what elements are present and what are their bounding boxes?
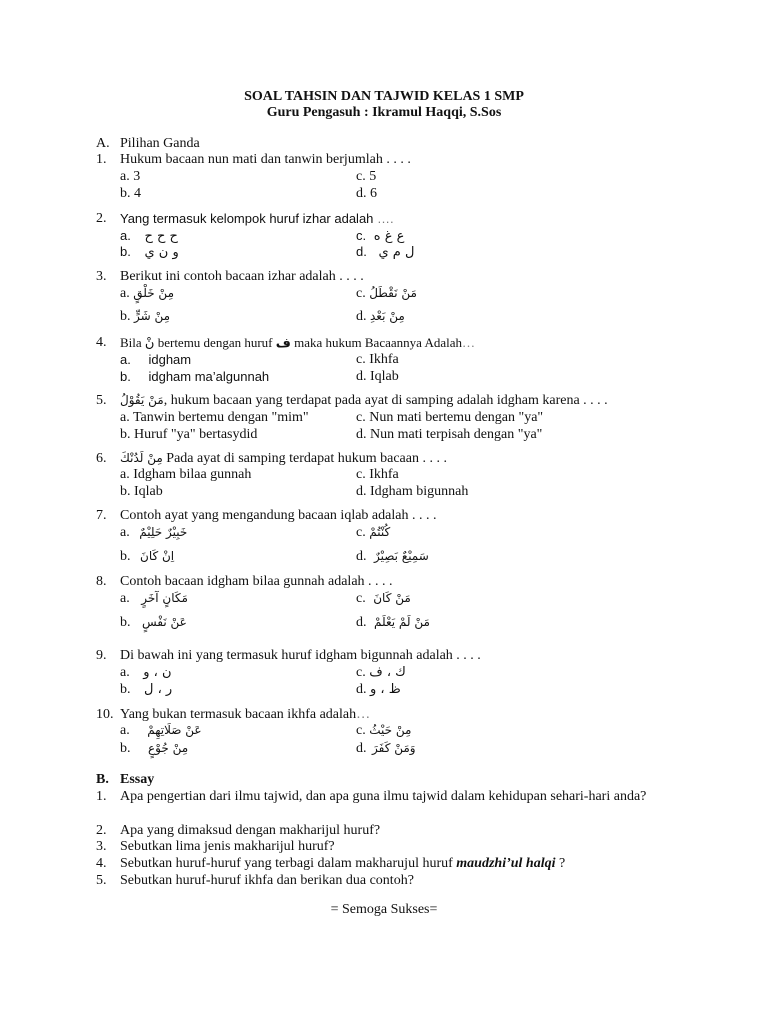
q4-number: 4. <box>96 335 107 350</box>
q1-option-a: a. 3 <box>120 169 141 184</box>
essay-2-number: 2. <box>96 823 107 838</box>
q2-text-main: Yang termasuk kelompok huruf izhar adalah <box>120 211 374 226</box>
q9-option-d-letter: d. <box>356 682 367 697</box>
page-subtitle: Guru Pengasuh : Ikramul Haqqi, S.Sos <box>266 105 502 120</box>
essay-1-number: 1. <box>96 789 107 804</box>
q6-option-b: b. Iqlab <box>120 484 163 499</box>
q10-option-c-letter: c. <box>356 723 366 738</box>
q8-option-c-letter: c. <box>356 591 366 606</box>
essay-4-text <box>120 855 565 872</box>
q4-ellipsis: … <box>461 335 475 350</box>
q9-option-c-arabic: ك ، ف <box>369 665 406 680</box>
q2-text <box>120 210 394 227</box>
q10-option-d-letter: d. <box>356 741 367 756</box>
q4-option-d: d. Iqlab <box>356 369 399 384</box>
q4-arabic-nun: نْ <box>144 336 155 351</box>
q5-option-d: d. Nun mati terpisah dengan "ya" <box>356 427 543 442</box>
q2-option-b-letter: b. <box>120 244 131 259</box>
q3-option-c <box>356 285 417 302</box>
q3-option-a <box>120 285 174 302</box>
q9-text: Di bawah ini yang termasuk huruf idgham bigunnah adalah . . . . <box>120 648 481 663</box>
q10-option-d-arabic: وَمَنْ كَفَرَ <box>372 741 416 755</box>
essay-2-text: Apa yang dimaksud dengan makharijul huruf? <box>120 823 381 838</box>
q10-text <box>120 706 370 723</box>
q4-text <box>120 334 475 352</box>
closing-note: = Semoga Sukses= <box>330 902 438 917</box>
q8-option-d <box>356 614 430 631</box>
q2-option-b-arabic: و ن ي <box>144 245 179 260</box>
q9-option-b-letter: b. <box>120 682 131 697</box>
page-title: SOAL TAHSIN DAN TAJWID KELAS 1 SMP <box>244 89 524 104</box>
q7-option-a-arabic: خَبِيْرٌ حَلِيْمٌ <box>139 525 188 539</box>
q8-option-b <box>120 614 187 631</box>
q9-option-b-arabic: ر ، ل <box>144 682 173 697</box>
q7-option-a-letter: a. <box>120 525 130 540</box>
q6-number: 6. <box>96 451 107 466</box>
q9-option-b <box>120 681 172 698</box>
section-b-heading <box>96 771 155 788</box>
essay-4-text-pre: Sebutkan huruf-huruf yang terbagi dalam makharujul huruf <box>120 856 453 871</box>
q8-option-a-arabic: مَكَانٍ آخَرٍ <box>141 591 188 605</box>
q3-option-b <box>120 308 170 325</box>
q7-option-a <box>120 524 187 541</box>
q10-text-main: Yang bukan termasuk bacaan ikhfa adalah <box>120 707 357 722</box>
essay-3-text: Sebutkan lima jenis makharijul huruf? <box>120 839 335 854</box>
q8-number: 8. <box>96 574 107 589</box>
q2-number: 2. <box>96 211 107 226</box>
q8-option-a <box>120 590 188 607</box>
essay-5-text: Sebutkan huruf-huruf ikhfa dan berikan dua contoh? <box>120 873 414 888</box>
q9-number: 9. <box>96 648 107 663</box>
q4-text-mid: bertemu dengan huruf <box>157 335 273 350</box>
q4-option-a <box>120 351 191 368</box>
q6-option-c: c. Ikhfa <box>356 467 399 482</box>
q2-option-d <box>356 243 414 261</box>
q6-option-a: a. Idgham bilaa gunnah <box>120 467 252 482</box>
section-b-letter: B. <box>96 772 109 787</box>
q4-option-a-letter: a. <box>120 352 131 367</box>
q2-option-a-arabic: ح ح ح <box>144 229 178 244</box>
q3-option-d-letter: d. <box>356 309 367 324</box>
q3-option-b-arabic: مِنْ شَرٍّ <box>134 309 171 323</box>
q10-number: 10. <box>96 707 114 722</box>
section-a-label: Pilihan Ganda <box>120 136 200 151</box>
q1-option-b: b. 4 <box>120 186 141 201</box>
q2-option-a-letter: a. <box>120 228 131 243</box>
q5-option-b: b. Huruf "ya" bertasydid <box>120 427 258 442</box>
q9-option-a-arabic: ن ، و <box>143 665 172 680</box>
q6-arabic: مِنْ لَدُنْكَ <box>120 451 163 465</box>
essay-3-number: 3. <box>96 839 107 854</box>
q3-option-a-letter: a. <box>120 286 130 301</box>
q10-option-b-letter: b. <box>120 741 131 756</box>
q6-text <box>120 450 447 467</box>
q4-option-c: c. Ikhfa <box>356 352 399 367</box>
q2-option-c-arabic: ع غ ه <box>373 229 405 244</box>
essay-4-emphasis: maudzhi’ul halqi <box>456 856 556 871</box>
q2-option-b <box>120 243 179 261</box>
q4-option-b-letter: b. <box>120 369 131 384</box>
section-a-letter: A. <box>96 136 110 151</box>
q8-option-d-arabic: مَنْ لَمْ يَعْلَمْ <box>374 615 430 629</box>
q9-option-c <box>356 664 406 681</box>
q1-number: 1. <box>96 152 107 167</box>
q9-option-d <box>356 681 401 698</box>
q8-option-d-letter: d. <box>356 615 367 630</box>
essay-5-number: 5. <box>96 873 107 888</box>
q3-option-b-letter: b. <box>120 309 131 324</box>
q8-option-b-letter: b. <box>120 615 131 630</box>
q4-option-b <box>120 368 269 385</box>
q7-text: Contoh ayat yang mengandung bacaan iqlab adalah . . . . <box>120 508 437 523</box>
q7-option-d-letter: d. <box>356 549 367 564</box>
q10-ellipsis: … <box>356 707 371 722</box>
q3-text: Berikut ini contoh bacaan izhar adalah . . . . <box>120 269 364 284</box>
essay-4-text-post: ? <box>559 856 566 871</box>
q9-option-a-letter: a. <box>120 665 130 680</box>
q7-option-d-arabic: سَمِيْعٌ بَصِيْرٌ <box>374 549 429 563</box>
q7-option-c <box>356 524 390 541</box>
q5-arabic: مَنْ يَقُوْلُ <box>120 393 164 407</box>
q3-option-d <box>356 308 405 325</box>
q4-text-pre: Bila <box>120 335 142 350</box>
q6-text-main: Pada ayat di samping terdapat hukum bacaan . . . . <box>166 451 447 466</box>
q7-number: 7. <box>96 508 107 523</box>
q10-option-d <box>356 740 416 757</box>
q1-text: Hukum bacaan nun mati dan tanwin berjumlah . . . . <box>120 152 411 167</box>
q10-option-b-arabic: مِنْ جُوْعٍ <box>148 741 189 755</box>
q3-option-c-arabic: مَنْ نَقْطَلُ <box>369 286 417 300</box>
q4-text-post: maka hukum Bacaannya Adalah <box>294 335 462 350</box>
q10-option-b <box>120 740 188 757</box>
essay-1-text: Apa pengertian dari ilmu tajwid, dan apa guna ilmu tajwid dalam kehidupan sehari-hari anda? <box>120 789 647 804</box>
q8-option-c-arabic: مَنْ كَانَ <box>373 591 411 605</box>
q6-option-d: d. Idgham bigunnah <box>356 484 469 499</box>
q8-option-a-letter: a. <box>120 591 130 606</box>
q7-option-b-letter: b. <box>120 549 131 564</box>
q7-option-c-letter: c. <box>356 525 366 540</box>
q8-text: Contoh bacaan idgham bilaa gunnah adalah . . . . <box>120 574 393 589</box>
q10-option-a-letter: a. <box>120 723 130 738</box>
section-b-label: Essay <box>120 772 155 787</box>
q3-option-c-letter: c. <box>356 286 366 301</box>
q5-number: 5. <box>96 393 107 408</box>
q10-option-c-arabic: مِنْ حَيْثُ <box>369 723 412 737</box>
q3-option-d-arabic: مِنْ بَعْدِ <box>370 309 405 323</box>
q9-option-c-letter: c. <box>356 665 366 680</box>
q4-arabic-fa: ف <box>275 336 291 351</box>
q1-option-d: d. 6 <box>356 186 377 201</box>
q7-option-c-arabic: كُنْتُمْ <box>369 525 391 539</box>
q2-ellipsis: …. <box>377 211 394 226</box>
q7-option-b <box>120 548 174 565</box>
q3-option-a-arabic: مِنْ خَلْقٍ <box>133 286 174 300</box>
q5-text <box>120 392 608 409</box>
q5-option-a: a. Tanwin bertemu dengan "mim" <box>120 410 309 425</box>
q2-option-d-letter: d. <box>356 244 367 259</box>
q2-option-d-arabic: ل م ي <box>378 245 415 260</box>
q1-option-c: c. 5 <box>356 169 377 184</box>
section-a-heading <box>96 135 200 152</box>
q5-option-c: c. Nun mati bertemu dengan "ya" <box>356 410 544 425</box>
q5-text-main: , hukum bacaan yang terdapat pada ayat di samping adalah idgham karena . . . . <box>163 393 608 408</box>
essay-4-number: 4. <box>96 856 107 871</box>
q4-option-a-text: idgham <box>148 352 192 367</box>
q2-option-c-letter: c. <box>356 228 367 243</box>
q9-option-d-arabic: ظ ، و <box>370 682 401 697</box>
q9-option-a <box>120 664 172 681</box>
q10-option-c <box>356 722 411 739</box>
q10-option-a-arabic: عَنْ صَلَاتِهِمْ <box>147 723 202 737</box>
q7-option-b-arabic: اِنْ كَانَ <box>140 549 175 563</box>
q4-option-b-text: idgham ma’algunnah <box>148 369 270 384</box>
q8-option-c <box>356 590 411 607</box>
q10-option-a <box>120 722 202 739</box>
q7-option-d <box>356 548 429 565</box>
q8-option-b-arabic: عَنْ نَفْسٍ <box>142 615 187 629</box>
q3-number: 3. <box>96 269 107 284</box>
